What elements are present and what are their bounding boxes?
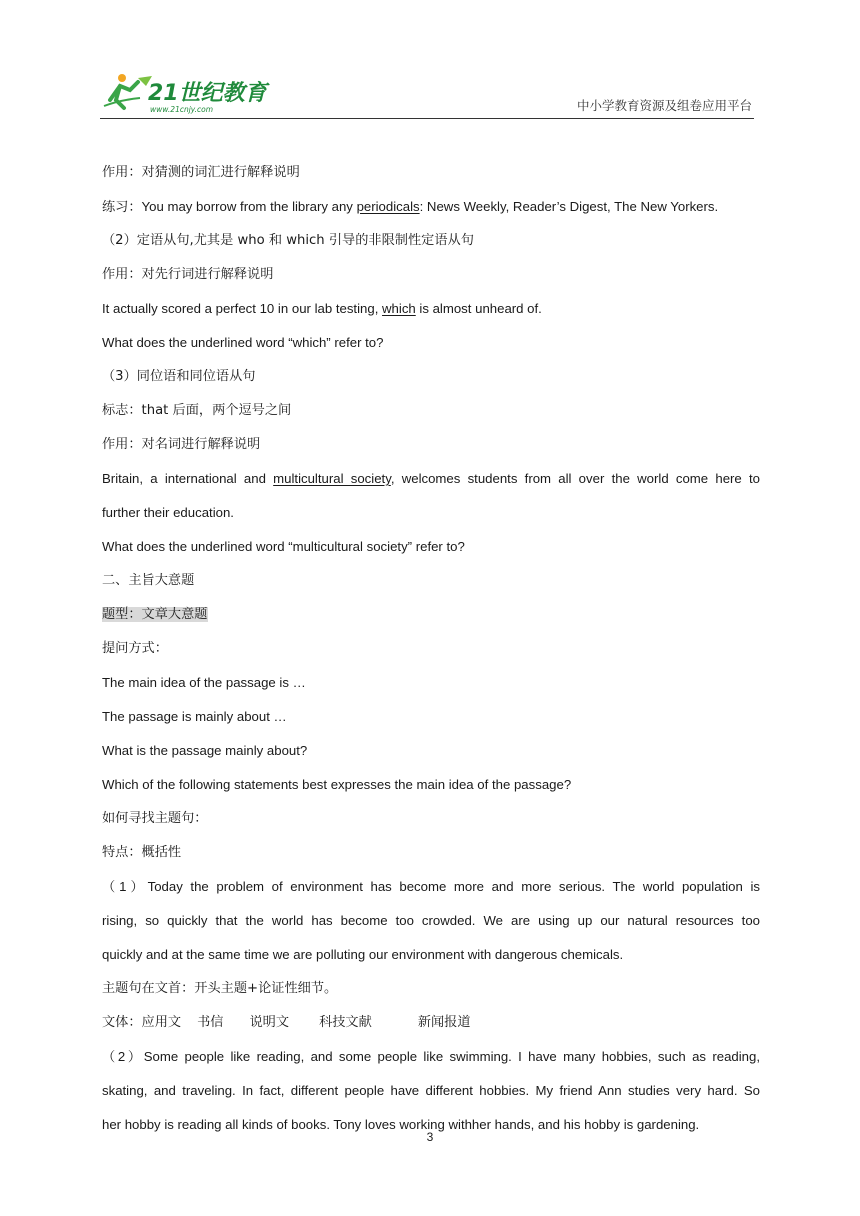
- text-line: What is the passage mainly about?: [102, 743, 308, 758]
- text-line: 文体：应用文 书信 说明文 科技文献 新闻报道: [102, 1015, 471, 1030]
- text-line: （2）Some people like reading, and some people like swimming. I have many hobbies, such as reading,: [102, 1049, 760, 1064]
- text-line: Which of the following statements best expresses the main idea of the passage?: [102, 777, 572, 792]
- text-line: （1）Today the problem of environment has become more and more serious. The world population is: [102, 879, 760, 894]
- text-line: Britain, a international and multicultural society, welcomes students from all over the world come here to: [102, 471, 760, 486]
- text-line: 提问方式：: [102, 641, 168, 656]
- underlined-word: which: [382, 301, 416, 316]
- text-line: [102, 601, 760, 635]
- text-line: What does the underlined word “multicultural society” refer to?: [102, 539, 465, 554]
- svg-text:21世纪教育: 21世纪教育: [148, 81, 267, 106]
- page-number: 3: [426, 1130, 434, 1144]
- text-line: rising, so quickly that the world has become too crowded. We are using up our natural resources too: [102, 913, 760, 928]
- text-line: skating, and traveling. In fact, different people have different hobbies. My friend Ann studies very hard. So: [102, 1083, 760, 1098]
- text-line: The passage is mainly about …: [102, 709, 287, 724]
- platform-name: 中小学教育资源及组卷应用平台: [576, 98, 752, 113]
- text-line: （2）定语从句,尤其是 who 和 which 引导的非限制性定语从句: [102, 233, 474, 248]
- text-line: her hobby is reading all kinds of books. Tony loves working withher hands, and his hobby is gardening.: [102, 1117, 700, 1132]
- text-line: It actually scored a perfect 10 in our lab testing, which is almost unheard of.: [102, 301, 542, 316]
- text-line: What does the underlined word “which” refer to?: [102, 335, 384, 350]
- page-header: [100, 70, 754, 119]
- text-line: 特点：概括性: [102, 845, 182, 860]
- runner-icon: [104, 74, 152, 108]
- text-line: 作用：对先行词进行解释说明: [102, 267, 274, 282]
- text-line: quickly and at the same time we are polluting our environment with dangerous chemicals.: [102, 947, 624, 962]
- section-heading: 二、主旨大意题: [102, 573, 195, 588]
- text-line: The main idea of the passage is …: [102, 675, 306, 690]
- text-line: further their education.: [102, 505, 234, 520]
- text-line: 标志：that 后面，两个逗号之间: [102, 403, 292, 418]
- text-line: 作用：对名词进行解释说明: [102, 437, 261, 452]
- 21cnjy-logo: [100, 70, 270, 116]
- text-line: 主题句在文首：开头主题+论证性细节。: [102, 981, 338, 996]
- text-line: 练习：You may borrow from the library any periodicals: News Weekly, Reader’s Digest, The New Yorkers.: [102, 199, 719, 214]
- highlighted-text: 题型：文章大意题: [102, 607, 208, 622]
- underlined-word: multicultural society: [273, 471, 391, 486]
- underlined-word: periodicals: [356, 199, 420, 214]
- text-line: 作用：对猜测的词汇进行解释说明: [102, 165, 300, 180]
- text-line: 如何寻找主题句：: [102, 811, 208, 826]
- svg-text:www.21cnjy.com: www.21cnjy.com: [150, 105, 214, 114]
- document-body: [102, 159, 760, 1145]
- text-line: （3）同位语和同位语从句: [102, 369, 256, 384]
